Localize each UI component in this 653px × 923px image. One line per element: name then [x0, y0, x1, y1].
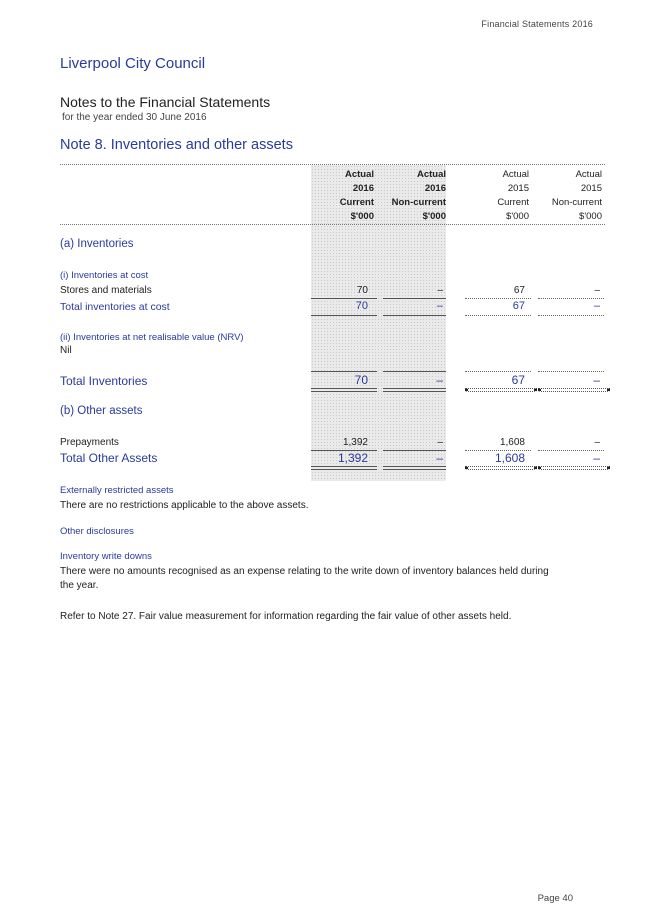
write-downs-heading: Inventory write downs: [60, 551, 152, 562]
total-other-value: 1,608: [494, 451, 525, 465]
prepayments-label: Prepayments: [60, 437, 119, 448]
total-line: [383, 371, 446, 372]
subtotal-line: [311, 298, 377, 299]
total-other-value: –: [436, 451, 443, 465]
stores-value: 70: [356, 285, 368, 296]
column-header-2015-noncurrent: Actual 2015 Non-current $'000: [551, 169, 602, 222]
double-total-line: [465, 388, 537, 392]
total-cost-label: Total inventories at cost: [60, 301, 170, 313]
double-total-line: [383, 388, 446, 392]
write-downs-text: There were no amounts recognised as an expense relating to the write down of inventory balances held during the year.: [60, 566, 549, 591]
section-b-title: (b) Other assets: [60, 405, 143, 417]
total-cost-value: 67: [512, 300, 525, 312]
council-name: Liverpool City Council: [60, 55, 206, 72]
double-total-line: [383, 466, 446, 470]
nil-label: Nil: [60, 345, 72, 356]
total-cost-value: –: [436, 300, 443, 312]
double-total-line: [538, 388, 610, 392]
other-disclosures-heading: Other disclosures: [60, 526, 134, 537]
section-a-sub-i: (i) Inventories at cost: [60, 270, 149, 281]
total-line: [465, 315, 531, 316]
prepayments-value: 1,392: [342, 437, 368, 448]
total-inventories-value: –: [593, 373, 600, 387]
note-title: Note 8. Inventories and other assets: [60, 137, 293, 153]
column-header-2016-noncurrent: Actual 2016 Non-current $'000: [391, 169, 446, 222]
total-line: [311, 315, 377, 316]
total-cost-value: –: [593, 300, 600, 312]
subtotal-line: [538, 298, 604, 299]
total-cost-value: 70: [355, 300, 368, 312]
double-total-line: [538, 466, 610, 470]
total-inventories-value: 70: [354, 373, 368, 387]
stores-value: 67: [513, 285, 525, 296]
double-total-line: [311, 466, 377, 470]
refer-text: Refer to Note 27. Fair value measurement for information regarding the fair value of other assets held.: [60, 611, 512, 622]
total-line: [383, 315, 446, 316]
prepayments-value: –: [437, 437, 443, 448]
restricted-heading: Externally restricted assets: [60, 485, 174, 496]
notes-title: Notes to the Financial Statements: [60, 94, 271, 110]
column-header-2016-current: Actual 2016 Current $'000: [339, 169, 374, 222]
total-line: [465, 371, 531, 372]
prepayments-value: 1,608: [499, 437, 525, 448]
stores-value: –: [437, 285, 443, 296]
subtotal-line: [383, 298, 446, 299]
double-total-line: [465, 466, 537, 470]
notes-subtitle: for the year ended 30 June 2016: [62, 112, 207, 123]
double-total-line: [311, 388, 377, 392]
section-a-title: (a) Inventories: [60, 238, 134, 250]
total-inventories-value: –: [436, 373, 443, 387]
section-a-sub-ii: (ii) Inventories at net realisable value (NRV): [60, 332, 244, 343]
total-inventories-label: Total Inventories: [60, 374, 148, 388]
page-number: Page 40: [537, 893, 573, 904]
subtotal-line: [465, 298, 531, 299]
table-top-rule: [60, 164, 605, 165]
table-header-rule: [60, 224, 605, 225]
total-line: [311, 371, 377, 372]
total-other-label: Total Other Assets: [60, 451, 158, 465]
column-header-2015-current: Actual 2015 Current $'000: [497, 169, 529, 222]
total-line: [538, 371, 604, 372]
stores-label: Stores and materials: [60, 285, 152, 296]
restricted-text: There are no restrictions applicable to the above assets.: [60, 500, 309, 511]
total-line: [538, 315, 604, 316]
prepayments-value: –: [594, 437, 600, 448]
total-other-value: 1,392: [337, 451, 368, 465]
stores-value: –: [594, 285, 600, 296]
page-header: Financial Statements 2016: [481, 19, 593, 29]
total-other-value: –: [593, 451, 600, 465]
total-inventories-value: 67: [511, 373, 525, 387]
